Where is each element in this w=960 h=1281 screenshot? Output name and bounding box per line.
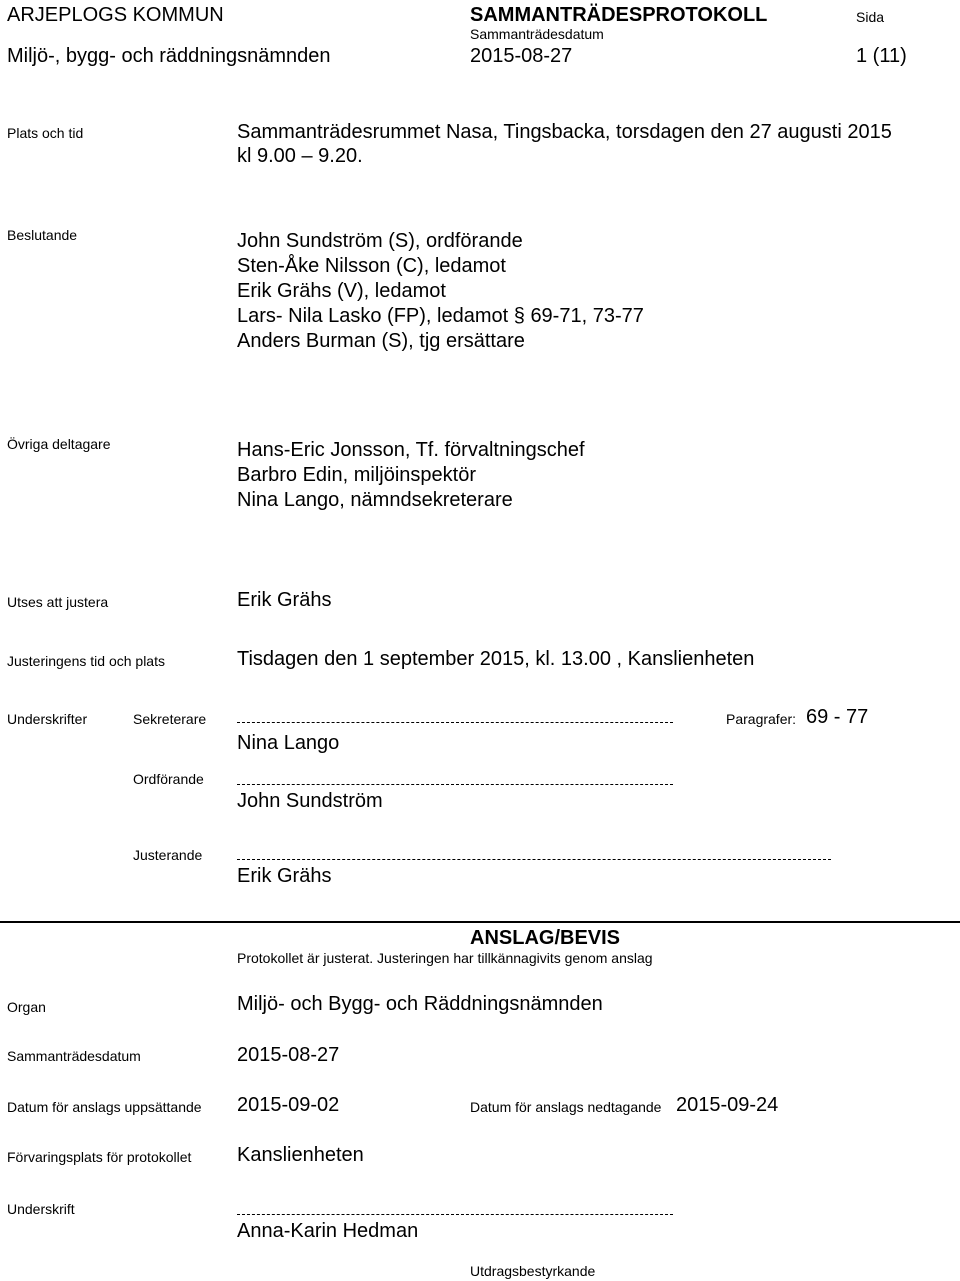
- adjuster-label: Utses att justera: [7, 594, 109, 610]
- signatures-label: Underskrifter: [7, 711, 88, 727]
- removed-date: 2015-09-24: [676, 1094, 779, 1116]
- secretary-label: Sekreterare: [133, 711, 207, 727]
- paragraphs-range: 69 - 77: [806, 706, 869, 728]
- posted-date: 2015-09-02: [237, 1094, 340, 1116]
- adjust-time: Tisdagen den 1 september 2015, kl. 13.00 , Kanslienheten: [237, 648, 755, 670]
- organ-name: Miljö- och Bygg- och Räddningsnämnden: [237, 993, 603, 1015]
- secretary-name: Nina Lango: [237, 732, 340, 754]
- signer-name: Anna-Karin Hedman: [237, 1220, 419, 1242]
- notice-meeting-date: 2015-08-27: [237, 1044, 340, 1066]
- section-divider: [0, 921, 960, 923]
- adjuster-name: Erik Grähs: [237, 589, 332, 611]
- org-name: ARJEPLOGS KOMMUN: [7, 4, 224, 26]
- other-participant: Nina Lango, nämndsekreterare: [237, 489, 513, 511]
- place-line-1: Sammanträdesrummet Nasa, Tingsbacka, torsdagen den 27 augusti 2015: [237, 121, 892, 143]
- adjust-time-label: Justeringens tid och plats: [7, 653, 165, 669]
- notice-signature-line: [237, 1214, 673, 1215]
- storage-place: Kanslienheten: [237, 1144, 364, 1166]
- adjuster-signature-line: [237, 859, 831, 860]
- place-line-2: kl 9.00 – 9.20.: [237, 145, 363, 167]
- storage-label: Förvaringsplats för protokollet: [7, 1149, 192, 1165]
- notice-title: ANSLAG/BEVIS: [470, 927, 621, 949]
- decision-label: Beslutande: [7, 227, 78, 243]
- other-participant: Barbro Edin, miljöinspektör: [237, 464, 476, 486]
- other-participant: Hans-Eric Jonsson, Tf. förvaltningschef: [237, 439, 585, 461]
- decision-maker: Sten-Åke Nilsson (C), ledamot: [237, 255, 506, 277]
- organ-label: Organ: [7, 999, 46, 1015]
- posted-date-label: Datum för anslags uppsättande: [7, 1099, 202, 1115]
- decision-maker: Anders Burman (S), tjg ersättare: [237, 330, 525, 352]
- extract-certification-label: Utdragsbestyrkande: [470, 1263, 596, 1279]
- decision-maker: Lars- Nila Lasko (FP), ledamot § 69-71, 73-77: [237, 305, 644, 327]
- page-label: Sida: [856, 9, 885, 25]
- page-number: 1 (11): [856, 45, 907, 67]
- meeting-date-label: Sammanträdesdatum: [7, 1048, 141, 1064]
- committee-name: Miljö-, bygg- och räddningsnämnden: [7, 45, 331, 67]
- notice-subtitle: Protokollet är justerat. Justeringen har tillkännagivits genom anslag: [237, 950, 653, 966]
- adjuster-signature-name: Erik Grähs: [237, 865, 332, 887]
- document-type: SAMMANTRÄDESPROTOKOLL: [470, 4, 768, 26]
- chair-name: John Sundström: [237, 790, 383, 812]
- others-label: Övriga deltagare: [7, 436, 111, 452]
- chair-signature-line: [237, 784, 673, 785]
- decision-maker: John Sundström (S), ordförande: [237, 230, 523, 252]
- decision-maker: Erik Grähs (V), ledamot: [237, 280, 446, 302]
- paragraphs-label: Paragrafer:: [726, 711, 797, 727]
- meeting-date: 2015-08-27: [470, 45, 573, 67]
- adjuster-signature-label: Justerande: [133, 847, 203, 863]
- secretary-signature-line: [237, 722, 673, 723]
- place-label: Plats och tid: [7, 125, 84, 141]
- removed-date-label: Datum för anslags nedtagande: [470, 1099, 662, 1115]
- chair-label: Ordförande: [133, 771, 204, 787]
- signature-label: Underskrift: [7, 1201, 75, 1217]
- date-label: Sammanträdesdatum: [470, 26, 604, 42]
